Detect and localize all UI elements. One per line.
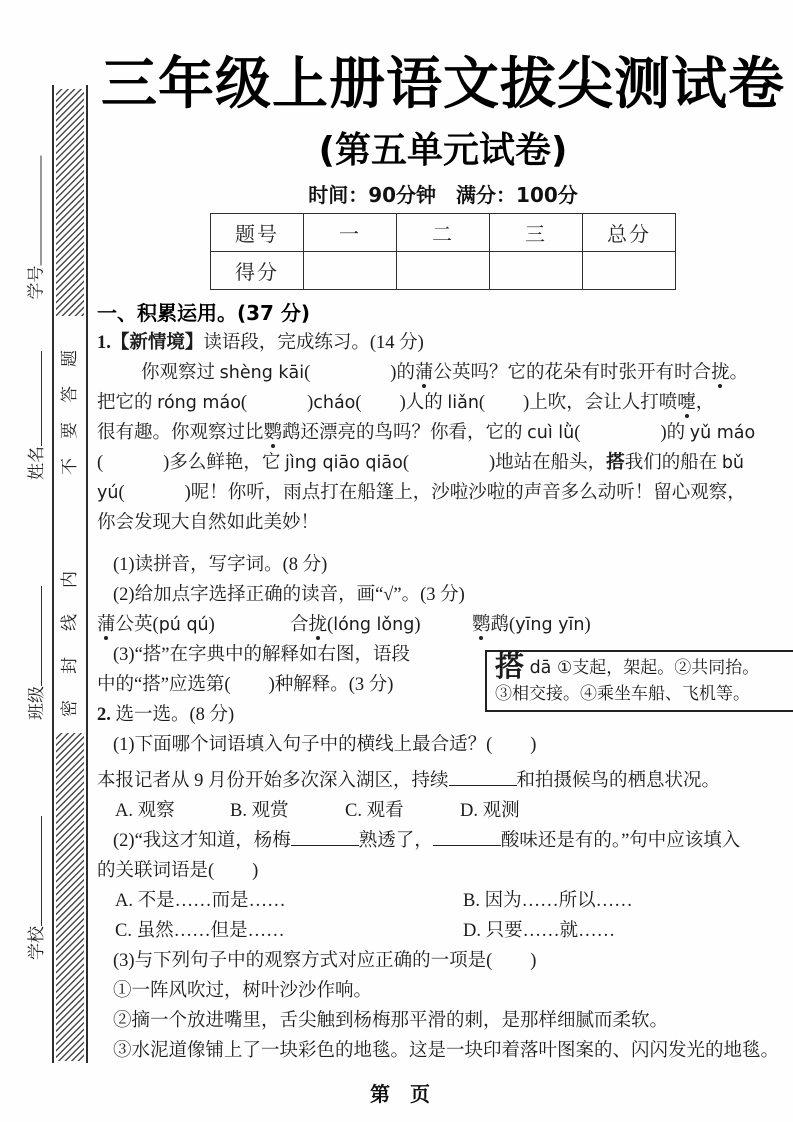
passage-line-6 xyxy=(97,508,791,538)
text-segment: 你观察过 xyxy=(141,363,220,383)
text-segment: 酸味还是有的。”句中应该填入 xyxy=(500,831,741,851)
answer-paren-gap xyxy=(492,749,530,750)
field-student-number-blank xyxy=(28,156,42,266)
text-segment: ( xyxy=(118,483,125,503)
answer-paren-gap xyxy=(214,875,252,876)
text-segment: )种解释。(3 分) xyxy=(268,675,394,695)
text-segment: ) xyxy=(208,615,215,635)
text-segment: shèng kāi xyxy=(219,363,305,383)
text-segment: (3)与下列句子中的观察方式对应正确的一项是( xyxy=(113,951,493,971)
text-segment: pú qú xyxy=(158,615,209,635)
text-segment: ) xyxy=(252,861,259,881)
text-segment: ( xyxy=(355,393,362,413)
question-2-sub-2-options-row-1 xyxy=(97,886,791,916)
text-segment: 中的“搭”应选第( xyxy=(97,675,231,695)
field-class xyxy=(22,560,48,720)
passage-line-5 xyxy=(97,478,791,508)
text-segment: dā xyxy=(524,658,557,678)
text-segment: ， xyxy=(695,393,715,413)
score-table xyxy=(210,213,676,290)
score-empty-cell xyxy=(490,252,583,290)
text-segment: bǔ xyxy=(721,453,745,473)
score-label-cell: 得分 xyxy=(211,252,304,290)
text-segment: 合 xyxy=(290,615,309,635)
text-segment: jìng qiāo qiāo xyxy=(284,453,403,473)
text-segment: (1)读拼音，写字词。(8 分) xyxy=(113,555,328,575)
option-a: A. 观察 xyxy=(115,801,175,821)
text-segment: 我们的船在 xyxy=(624,453,722,473)
passage-line-4 xyxy=(97,448,791,478)
text-segment: ( xyxy=(402,453,409,473)
text-segment: 和拍摄候鸟的栖息状况。 xyxy=(516,771,721,791)
question-2-sub-2-options-row-2 xyxy=(97,916,791,946)
text-segment: ③相交接。④乘坐车船、飞机等。 xyxy=(495,684,750,703)
text-segment: 本报记者从 9 月份开始多次深入湖区，持续 xyxy=(97,771,449,791)
field-student-number-label: 学号 xyxy=(26,265,46,300)
text-segment: )呢！你听，雨点打在船篷上，沙啦沙啦的声音多么动听！留心观察， xyxy=(184,483,746,503)
text-segment: ( xyxy=(304,363,311,383)
score-empty-cell xyxy=(397,252,490,290)
text-segment: 鹦 xyxy=(263,423,283,443)
question-2-sub-3-item-3 xyxy=(97,1036,791,1066)
passage-line-3 xyxy=(97,418,791,448)
text-segment: ) xyxy=(530,735,537,755)
field-student-name-label: 姓名 xyxy=(27,446,46,480)
text-segment: ) xyxy=(414,615,421,635)
text-segment: 读语段，完成练习。(14 分) xyxy=(203,333,424,353)
answer-paren-gap xyxy=(103,467,163,468)
answer-paren-gap xyxy=(125,497,185,498)
seal-line-right xyxy=(86,85,88,1063)
text-segment: 搭 xyxy=(495,649,525,683)
score-table-header-cell: 三 xyxy=(490,214,583,252)
text-segment: ( xyxy=(574,423,581,443)
text-segment: lóng lǒng xyxy=(333,615,415,635)
answer-paren-gap xyxy=(485,407,523,408)
fill-in-blank-line xyxy=(433,831,501,846)
text-segment: ) xyxy=(307,393,314,413)
fill-in-blank-line xyxy=(291,831,359,846)
question-2-sub-2-line-1 xyxy=(97,826,791,856)
option-c: C. 观看 xyxy=(345,801,404,821)
passage-line-2 xyxy=(97,388,791,418)
text-segment: liǎn xyxy=(447,393,479,413)
question-2-sub-1-options xyxy=(97,796,791,826)
text-segment: )上吹，会让人打喷 xyxy=(523,393,678,413)
text-segment: róng máo xyxy=(157,393,241,413)
answer-paren-gap xyxy=(409,467,489,468)
text-segment: )的 xyxy=(390,363,415,383)
text-segment: 【新情境】 xyxy=(110,333,204,353)
question-1-sub-3 xyxy=(97,640,791,703)
dictionary-entry-line-2 xyxy=(495,681,793,706)
answer-paren-gap xyxy=(362,407,400,408)
option-d: D. 观测 xyxy=(460,801,520,821)
pinyin-choice-word-3 xyxy=(472,615,591,635)
text-segment: yú xyxy=(97,483,119,503)
text-segment: 嚏 xyxy=(677,393,696,413)
question-1-sub-1 xyxy=(97,550,791,580)
score-table-header-cell: 题号 xyxy=(211,214,304,252)
text-segment: (2)给加点字选择正确的读音，画“√”。(3 分) xyxy=(113,585,465,605)
score-table-header-cell: 二 xyxy=(397,214,490,252)
text-segment: 1. xyxy=(97,333,111,353)
seal-instruction-lower: 密封线内 xyxy=(60,545,79,717)
text-segment: )人的 xyxy=(399,393,448,413)
seal-line-left xyxy=(52,85,54,1063)
text-segment: cuì lǜ xyxy=(527,423,575,443)
field-student-number xyxy=(22,135,48,300)
text-segment: )多么鲜艳，它 xyxy=(163,453,285,473)
text-segment: 选一选。(8 分) xyxy=(110,705,235,725)
text-segment: ①支起，架起。②共同抬。 xyxy=(556,658,760,677)
text-segment: 你会发现大自然如此美妙！ xyxy=(97,513,320,533)
field-school-blank xyxy=(28,816,42,926)
text-segment: ) xyxy=(530,951,537,971)
text-segment: 拢 xyxy=(710,363,730,383)
text-segment: 。 xyxy=(729,363,749,383)
question-1-intro xyxy=(97,328,791,358)
exam-title: 三年级上册语文拔尖测试卷 xyxy=(101,52,785,117)
question-2-sub-3-item-1 xyxy=(97,976,791,1006)
option-b: B. 观赏 xyxy=(230,801,289,821)
seal-hatch-top xyxy=(56,89,84,316)
text-segment: ①一阵风吹过，树叶沙沙作响。 xyxy=(113,981,373,1001)
dictionary-entry-line-1 xyxy=(495,649,793,683)
score-table-header-cell: 总分 xyxy=(583,214,676,252)
text-segment: 的关联词语是( xyxy=(97,861,215,881)
option-c: C. 虽然……但是…… xyxy=(115,921,285,941)
text-segment: )的 xyxy=(660,423,690,443)
field-student-name xyxy=(22,330,48,480)
dictionary-entry-box xyxy=(485,650,793,712)
question-2-sub-1-prompt xyxy=(97,730,791,760)
option-d: D. 只要……就…… xyxy=(463,921,616,941)
seal-hatch-bottom xyxy=(56,733,84,1061)
option-b: B. 因为……所以…… xyxy=(463,891,633,911)
pinyin-choice-row xyxy=(97,610,791,640)
text-segment: cháo xyxy=(313,393,356,413)
score-table-score-row xyxy=(211,252,676,290)
text-segment: ③水泥道像铺上了一块彩色的地毯。这是一块印着落叶图案的、闪闪发光的地毯。 xyxy=(113,1041,780,1061)
field-student-name-blank xyxy=(28,351,42,446)
text-segment: 把它的 xyxy=(97,393,158,413)
text-segment: 鹉( xyxy=(490,615,516,635)
seal-instruction-upper: 不要答题 xyxy=(60,331,79,475)
answer-paren-gap xyxy=(580,437,660,438)
text-segment: (1)下面哪个词语填入句子中的横线上最合适？( xyxy=(113,735,493,755)
text-segment: 很有趣。你观察过比 xyxy=(97,423,264,443)
text-segment: 搭 xyxy=(606,453,625,473)
field-class-label: 班级 xyxy=(27,686,46,720)
text-segment: ( xyxy=(97,453,104,473)
text-segment: ) xyxy=(584,615,591,635)
text-segment: 蒲 xyxy=(97,615,116,635)
section1-heading: 一、积累运用。(37 分) xyxy=(97,301,311,325)
exam-time-score-info: 时间：90分钟 满分：100分 xyxy=(308,183,578,207)
answer-paren-gap xyxy=(492,965,530,966)
text-segment: (3)“搭”在字典中的解释如右图，语段 xyxy=(113,645,410,665)
pinyin-choice-word-2 xyxy=(290,610,472,640)
field-school xyxy=(22,790,48,960)
score-empty-cell xyxy=(304,252,397,290)
question-2-sub-3-prompt xyxy=(97,946,791,976)
text-segment: 鹉还漂亮的鸟吗？你看，它的 xyxy=(282,423,528,443)
answer-paren-gap xyxy=(247,407,307,408)
score-table-header-row xyxy=(211,214,676,252)
pinyin-choice-word-1 xyxy=(97,610,290,640)
score-empty-cell xyxy=(583,252,676,290)
fill-in-blank-line xyxy=(449,771,517,786)
question-1-sub-2 xyxy=(97,580,791,610)
text-segment: 鹦 xyxy=(472,615,491,635)
text-segment: ②摘一个放进嘴里，舌尖触到杨梅那平滑的刺，是那样细腻而柔软。 xyxy=(113,1011,669,1031)
text-segment: ( xyxy=(240,393,248,413)
text-segment: 2. xyxy=(97,705,111,725)
text-segment: 公英( xyxy=(115,615,159,635)
exam-body xyxy=(97,298,791,1066)
answer-paren-gap xyxy=(310,377,390,378)
text-segment: )地站在船头， xyxy=(489,453,607,473)
passage-line-1 xyxy=(97,358,791,388)
score-table-header-cell: 一 xyxy=(304,214,397,252)
answer-paren-gap xyxy=(231,689,269,690)
text-segment: 公英吗？它的花朵有时张开有时合 xyxy=(433,363,711,383)
footer-page-number: 第 页 xyxy=(370,1082,430,1106)
text-segment: yǔ máo xyxy=(689,423,756,443)
text-segment: ( xyxy=(478,393,486,413)
text-segment: ( xyxy=(327,615,334,635)
question-2-sub-1-sentence xyxy=(97,766,791,796)
text-segment: (2)“我这才知道，杨梅 xyxy=(113,831,291,851)
text-segment: 拢 xyxy=(308,615,328,635)
field-class-blank xyxy=(28,586,42,686)
question-2-sub-3-item-2 xyxy=(97,1006,791,1036)
text-segment: yīng yīn xyxy=(515,615,585,635)
text-segment: 蒲 xyxy=(414,363,434,383)
exam-subtitle: (第五单元试卷) xyxy=(318,130,568,171)
text-segment: 熟透了， xyxy=(358,831,433,851)
option-a: A. 不是……而是…… xyxy=(115,891,286,911)
field-school-label: 学校 xyxy=(27,926,46,960)
question-2-sub-2-line-2 xyxy=(97,856,791,886)
